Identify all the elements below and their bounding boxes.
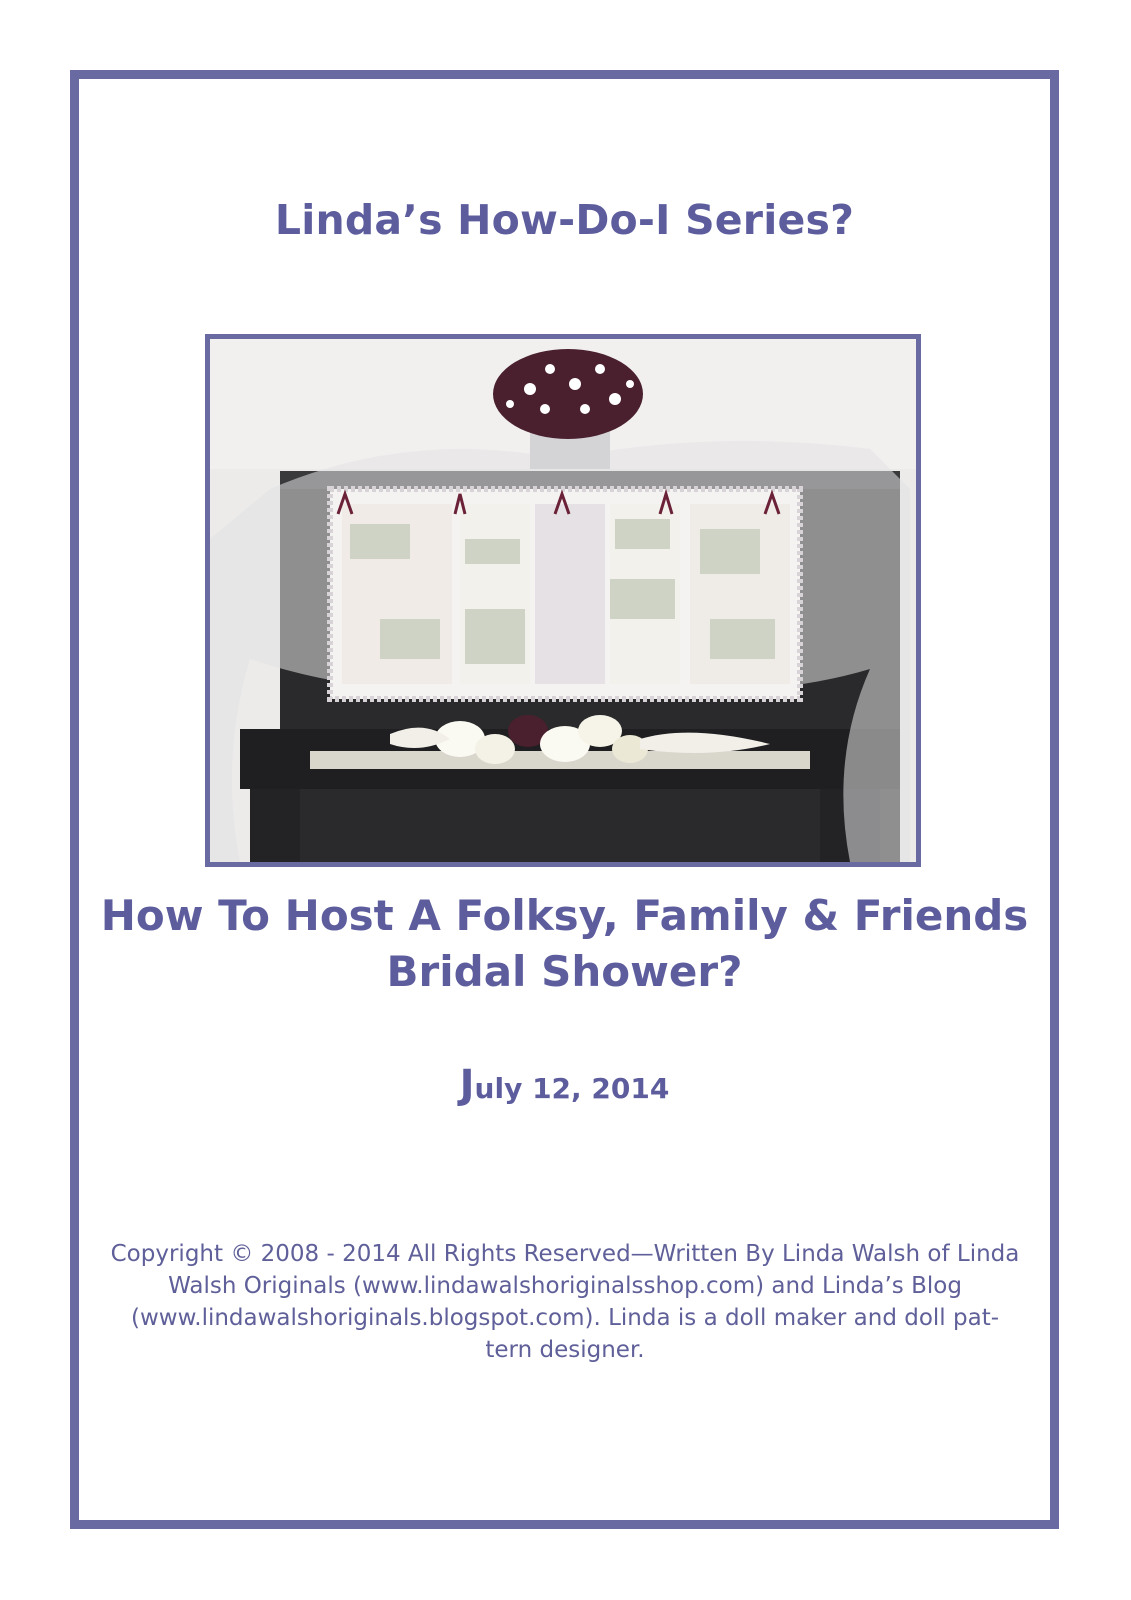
copyright-line-1: Copyright © 2008 - 2014 All Rights Reserved—Written By Linda Walsh of Linda [110, 1241, 1020, 1267]
date-initial-letter: J [459, 1062, 475, 1108]
cover-photo [205, 334, 921, 867]
board-panel-3 [535, 504, 605, 684]
date-remainder: uly 12, 2014 [474, 1072, 670, 1105]
main-title-line-1: How To Host A Folksy, Family & Friends [100, 891, 1029, 940]
piano-display-illustration [210, 339, 916, 862]
publication-date [70, 1062, 1059, 1108]
main-title [70, 888, 1059, 1000]
copyright-line-4: tern designer. [485, 1337, 645, 1363]
series-title: Linda’s How-Do-I Series? [274, 196, 855, 244]
flower-arrangement [493, 349, 643, 439]
copyright-line-2: Walsh Originals (www.lindawalshoriginalsshop.com) and Linda’s Blog [168, 1273, 962, 1299]
copyright-line-3: (www.lindawalshoriginals.blogspot.com). Linda is a doll maker and doll pat- [130, 1305, 1000, 1331]
copyright-notice [100, 1238, 1030, 1366]
piano-leg-left [250, 789, 300, 862]
main-title-line-2: Bridal Shower? [386, 947, 743, 996]
